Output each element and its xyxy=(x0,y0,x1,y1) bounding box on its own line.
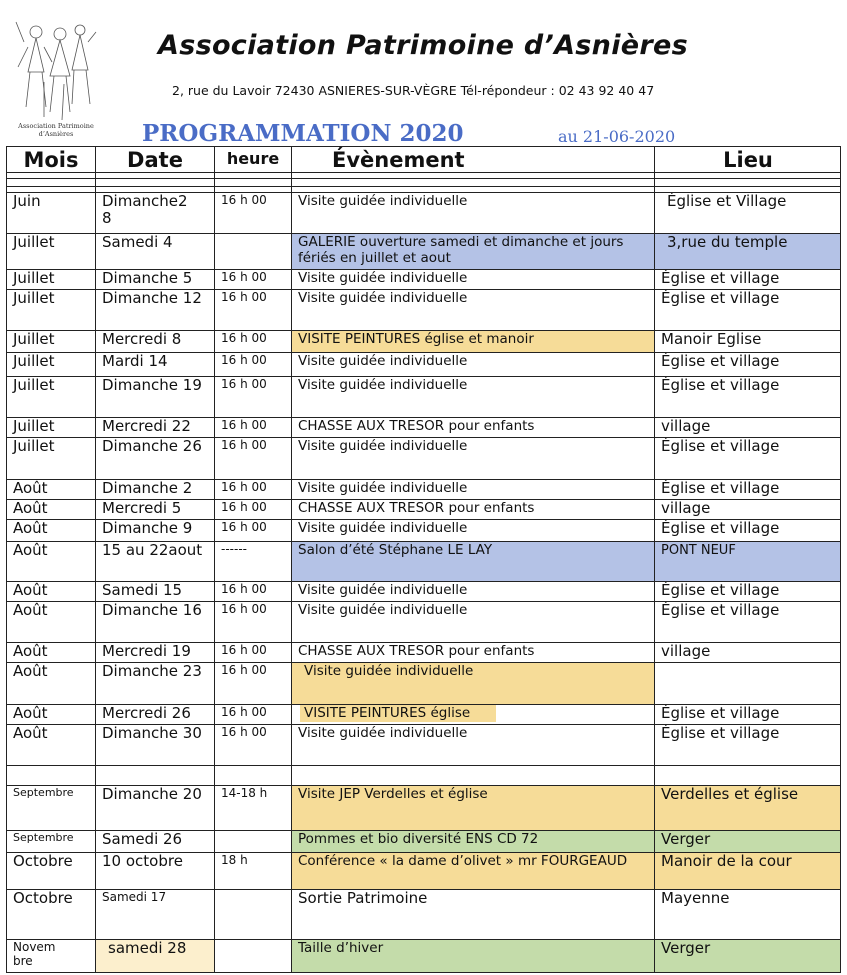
cell-mois: Juillet xyxy=(13,331,55,348)
cell-mois: Juillet xyxy=(13,353,55,370)
cell-lieu: Manoir Eglise xyxy=(661,331,762,348)
cell-lieu: Église et village xyxy=(661,520,780,537)
cell-mois: Août xyxy=(13,520,48,537)
cell-heure: 16 h 00 xyxy=(221,480,267,494)
cell-date: Samedi 17 xyxy=(102,890,167,904)
cell-event: CHASSE AUX TRESOR pour enfants xyxy=(298,500,535,516)
cell-date: Dimanche 12 xyxy=(102,290,202,307)
cell-lieu: Verger xyxy=(661,940,711,957)
cell-date: Mardi 14 xyxy=(102,353,168,370)
cell-heure: 16 h 00 xyxy=(221,602,267,616)
cell-heure: 16 h 00 xyxy=(221,582,267,596)
cell-event: Visite JEP Verdelles et église xyxy=(298,786,488,802)
cell-lieu: Église et village xyxy=(661,725,780,742)
cell-lieu: Église et village xyxy=(661,290,780,307)
cell-heure: 16 h 00 xyxy=(221,377,267,391)
cell-lieu: Église et village xyxy=(661,438,780,455)
cell-lieu: PONT NEUF xyxy=(661,543,736,558)
cell-date: Dimanche 23 xyxy=(102,663,202,680)
cell-lieu: Église et village xyxy=(661,705,780,722)
cell-event: CHASSE AUX TRESOR pour enfants xyxy=(298,418,535,434)
cell-mois: Août xyxy=(13,602,48,619)
column-header-mois: Mois xyxy=(23,148,79,172)
cell-mois: Juillet xyxy=(13,377,55,394)
cell-event: CHASSE AUX TRESOR pour enfants xyxy=(298,643,535,659)
cell-mois: Novembre xyxy=(13,940,56,968)
cell-event: Salon d’été Stéphane LE LAY xyxy=(298,542,493,558)
cell-event: Visite guidée individuelle xyxy=(298,290,468,306)
cell-heure: ------ xyxy=(221,542,247,556)
cell-lieu: Verdelles et église xyxy=(661,786,799,803)
cell-date: 15 au 22aout xyxy=(102,542,203,559)
cell-event: Visite guidée individuelle xyxy=(298,725,468,741)
column-header-lieu: Lieu xyxy=(723,148,773,172)
cell-mois: Août xyxy=(13,480,48,497)
cell-lieu: Église et village xyxy=(661,582,780,599)
cell-event: Visite guidée individuelle xyxy=(298,602,468,618)
cell-event: Sortie Patrimoine xyxy=(298,890,428,907)
cell-lieu: village xyxy=(661,643,711,660)
cell-event: Visite guidée individuelle xyxy=(298,438,468,454)
cell-date: Mercredi 8 xyxy=(102,331,182,348)
column-header-date: Date xyxy=(127,148,183,172)
cell-event: Conférence « la dame d’olivet » mr FOURGEAUD xyxy=(298,853,628,869)
cell-heure: 16 h 00 xyxy=(221,725,267,739)
cell-mois: Juillet xyxy=(13,438,55,455)
cell-date: Dimanche 20 xyxy=(102,786,202,803)
cell-mois: Août xyxy=(13,582,48,599)
cell-event: Visite guidée individuelle xyxy=(298,270,468,286)
cell-date: Dimanche28 xyxy=(102,193,188,227)
cell-date: Samedi 26 xyxy=(102,831,183,848)
cell-lieu: Verger xyxy=(661,831,711,848)
cell-heure: 16 h 00 xyxy=(221,520,267,534)
cell-date: Mercredi 5 xyxy=(102,500,182,517)
cell-heure: 18 h xyxy=(221,853,248,867)
cell-mois: Juillet xyxy=(13,418,55,435)
cell-lieu: Manoir de la cour xyxy=(661,853,792,870)
cell-lieu: Église et village xyxy=(661,270,780,287)
cell-date: Dimanche 9 xyxy=(102,520,193,537)
cell-event: GALERIE ouverture samedi et dimanche et jours fériés en juillet et aout xyxy=(298,234,624,266)
cell-date: Dimanche 5 xyxy=(102,270,193,287)
cell-lieu: village xyxy=(661,500,711,517)
cell-heure: 16 h 00 xyxy=(221,353,267,367)
cell-heure: 14-18 h xyxy=(221,786,268,800)
program-title: PROGRAMMATION 2020 xyxy=(142,120,464,147)
cell-event: Taille d’hiver xyxy=(298,940,384,956)
cell-lieu: Église et village xyxy=(661,602,780,619)
cell-mois: Juin xyxy=(13,193,41,210)
cell-lieu: Église et Village xyxy=(667,193,787,210)
cell-heure: 16 h 00 xyxy=(221,438,267,452)
cell-date: samedi 28 xyxy=(108,940,187,957)
organization-address: 2, rue du Lavoir 72430 ASNIERES-SUR-VÈGRE Tél-répondeur : 02 43 92 40 47 xyxy=(172,83,655,98)
cell-date: Dimanche 19 xyxy=(102,377,202,394)
column-header-heure: heure xyxy=(226,149,280,168)
cell-mois: Juillet xyxy=(13,290,55,307)
cell-event: Visite guidée individuelle xyxy=(298,520,468,536)
cell-heure: 16 h 00 xyxy=(221,663,267,677)
cell-date: Dimanche 16 xyxy=(102,602,202,619)
cell-mois: Octobre xyxy=(13,853,73,870)
cell-heure: 16 h 00 xyxy=(221,193,267,207)
organization-title: Association Patrimoine d’Asnières xyxy=(158,30,688,61)
column-header-evenement: Évènement xyxy=(332,148,465,172)
cell-event: Visite guidée individuelle xyxy=(304,663,474,679)
cell-mois: Octobre xyxy=(13,890,73,907)
cell-date: Dimanche 26 xyxy=(102,438,202,455)
cell-date: Dimanche 2 xyxy=(102,480,193,497)
cell-heure: 16 h 00 xyxy=(221,643,267,657)
cell-date: Mercredi 19 xyxy=(102,643,191,660)
cell-heure: 16 h 00 xyxy=(221,270,267,284)
cell-mois: Juillet xyxy=(13,270,55,287)
cell-mois: Août xyxy=(13,705,48,722)
cell-date: Dimanche 30 xyxy=(102,725,202,742)
cell-event: VISITE PEINTURES église et manoir xyxy=(298,331,534,347)
cell-date: Samedi 4 xyxy=(102,234,173,251)
cell-mois: Juillet xyxy=(13,234,55,251)
cell-date: Mercredi 22 xyxy=(102,418,191,435)
cell-event: Visite guidée individuelle xyxy=(298,353,468,369)
cell-lieu: village xyxy=(661,418,711,435)
cell-event: Visite guidée individuelle xyxy=(298,377,468,393)
cell-mois: Août xyxy=(13,643,48,660)
cell-date: Mercredi 26 xyxy=(102,705,191,722)
cell-event: Visite guidée individuelle xyxy=(298,193,468,209)
cell-lieu: Mayenne xyxy=(661,890,730,907)
cell-heure: 16 h 00 xyxy=(221,331,267,345)
cell-mois: Août xyxy=(13,500,48,517)
cell-mois: Août xyxy=(13,663,48,680)
cell-event: Visite guidée individuelle xyxy=(298,582,468,598)
cell-date: 10 octobre xyxy=(102,853,183,870)
cell-heure: 16 h 00 xyxy=(221,500,267,514)
cell-event: Pommes et bio diversité ENS CD 72 xyxy=(298,831,539,847)
cell-date: Samedi 15 xyxy=(102,582,183,599)
cell-mois: Août xyxy=(13,542,48,559)
cell-lieu: Église et village xyxy=(661,377,780,394)
cell-lieu: Église et village xyxy=(661,480,780,497)
cell-heure: 16 h 00 xyxy=(221,418,267,432)
cell-mois: Septembre xyxy=(13,831,74,844)
cell-heure: 16 h 00 xyxy=(221,705,267,719)
cell-mois: Septembre xyxy=(13,786,74,799)
cell-event: VISITE PEINTURES église xyxy=(304,705,471,721)
logo-caption: Association Patrimoine d’Asnières xyxy=(18,122,94,138)
cell-lieu: 3,rue du temple xyxy=(667,234,788,251)
as-of-date: au 21-06-2020 xyxy=(558,127,676,146)
cell-lieu: Église et village xyxy=(661,353,780,370)
cell-mois: Août xyxy=(13,725,48,742)
cell-event: Visite guidée individuelle xyxy=(298,480,468,496)
cell-heure: 16 h 00 xyxy=(221,290,267,304)
